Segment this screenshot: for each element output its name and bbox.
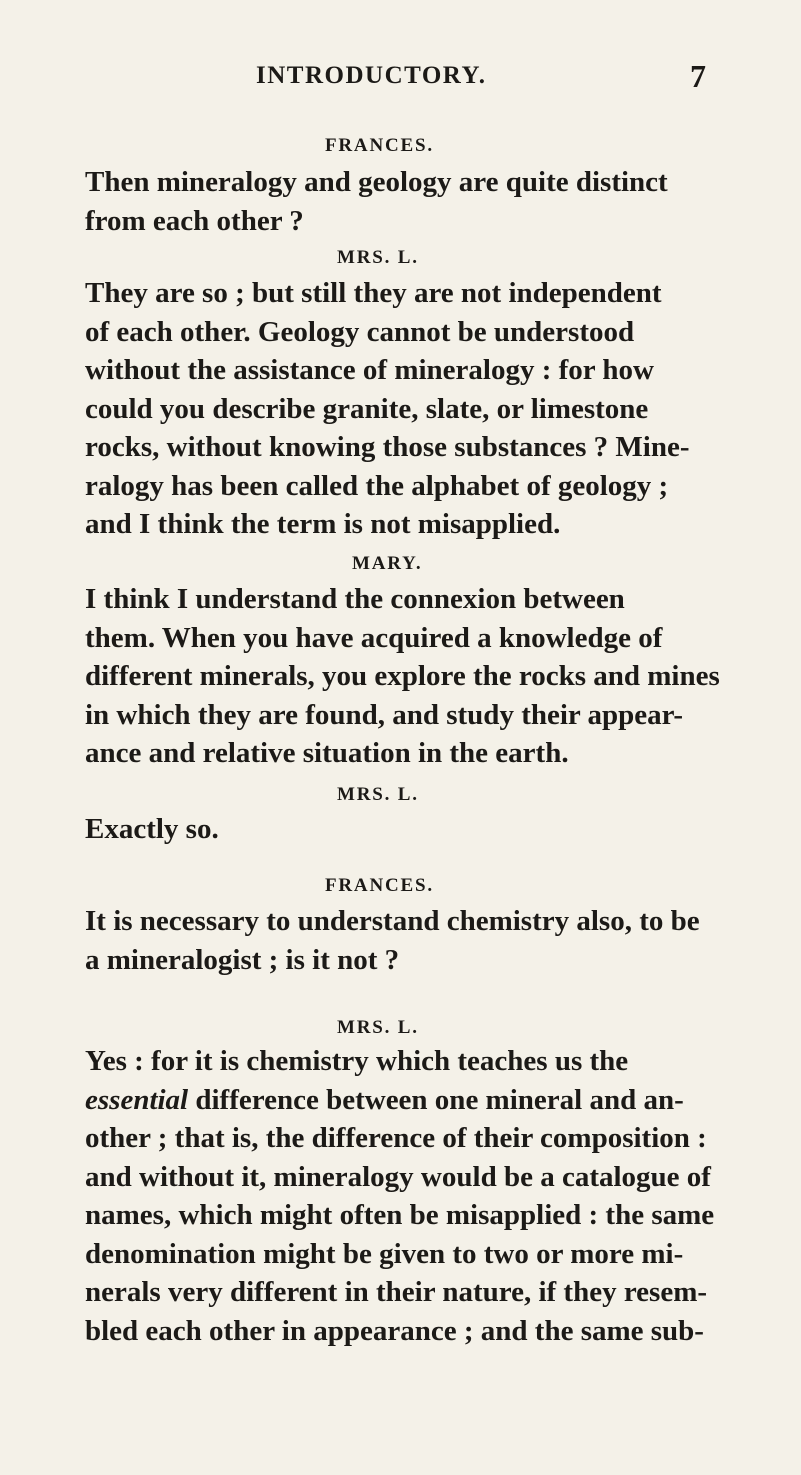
text-line: and without it, mineralogy would be a catalogue of (85, 1160, 711, 1193)
text-line: in which they are found, and study their appear- (85, 698, 684, 731)
text-line: of each other. Geology cannot be understood (85, 315, 635, 348)
dialogue-paragraph (56, 1042, 741, 1350)
text-line: ance and relative situation in the earth. (85, 737, 569, 769)
emphasized-word: essential (85, 1083, 189, 1116)
text-line: They are so ; but still they are not independent (85, 277, 662, 309)
speaker-label: FRANCES. (325, 135, 434, 156)
text-line: and I think the term is not misapplied. (85, 508, 561, 540)
text-line: could you describe granite, slate, or limestone (85, 392, 649, 425)
text-line: I think I understand the connexion between (85, 583, 625, 615)
dialogue-paragraph (56, 810, 741, 849)
text-line: It is necessary to understand chemistry also, to be (85, 905, 700, 937)
text-line (56, 1081, 741, 1120)
text-line: bled each other in appearance ; and the same sub- (85, 1314, 704, 1347)
dialogue-paragraph (56, 163, 741, 240)
text-line: different minerals, you explore the rocks and mines (85, 660, 720, 692)
text-line: without the assistance of mineralogy : for how (85, 354, 654, 386)
text-line: rocks, without knowing those substances ? Mine- (85, 431, 690, 463)
text-line-rest: difference between one mineral and an- (195, 1083, 684, 1116)
page-number: 7 (690, 58, 706, 94)
dialogue-paragraph (56, 902, 741, 979)
text-line: ralogy has been called the alphabet of geology ; (85, 469, 669, 502)
text-line: Exactly so. (85, 813, 219, 845)
running-title: INTRODUCTORY. (256, 62, 487, 89)
text-line: from each other ? (85, 204, 304, 237)
text-line: a mineralogist ; is it not ? (85, 943, 400, 976)
dialogue-paragraph (56, 580, 741, 773)
text-line: names, which might often be misapplied : the same (85, 1199, 715, 1231)
speaker-label: MARY. (352, 553, 423, 574)
text-line: denomination might be given to two or more mi- (85, 1237, 684, 1270)
text-line: nerals very different in their nature, if they resem- (85, 1276, 708, 1308)
text-line: Yes : for it is chemistry which teaches us the (85, 1045, 629, 1077)
speaker-label: FRANCES. (325, 875, 434, 896)
speaker-label: MRS. L. (337, 247, 419, 268)
text-line: Then mineralogy and geology are quite distinct (85, 166, 668, 198)
speaker-label: MRS. L. (337, 784, 419, 805)
text-line: them. When you have acquired a knowledge of (85, 621, 663, 654)
text-line: other ; that is, the difference of their composition : (85, 1122, 707, 1154)
speaker-label: MRS. L. (337, 1017, 419, 1038)
dialogue-paragraph (56, 274, 741, 544)
